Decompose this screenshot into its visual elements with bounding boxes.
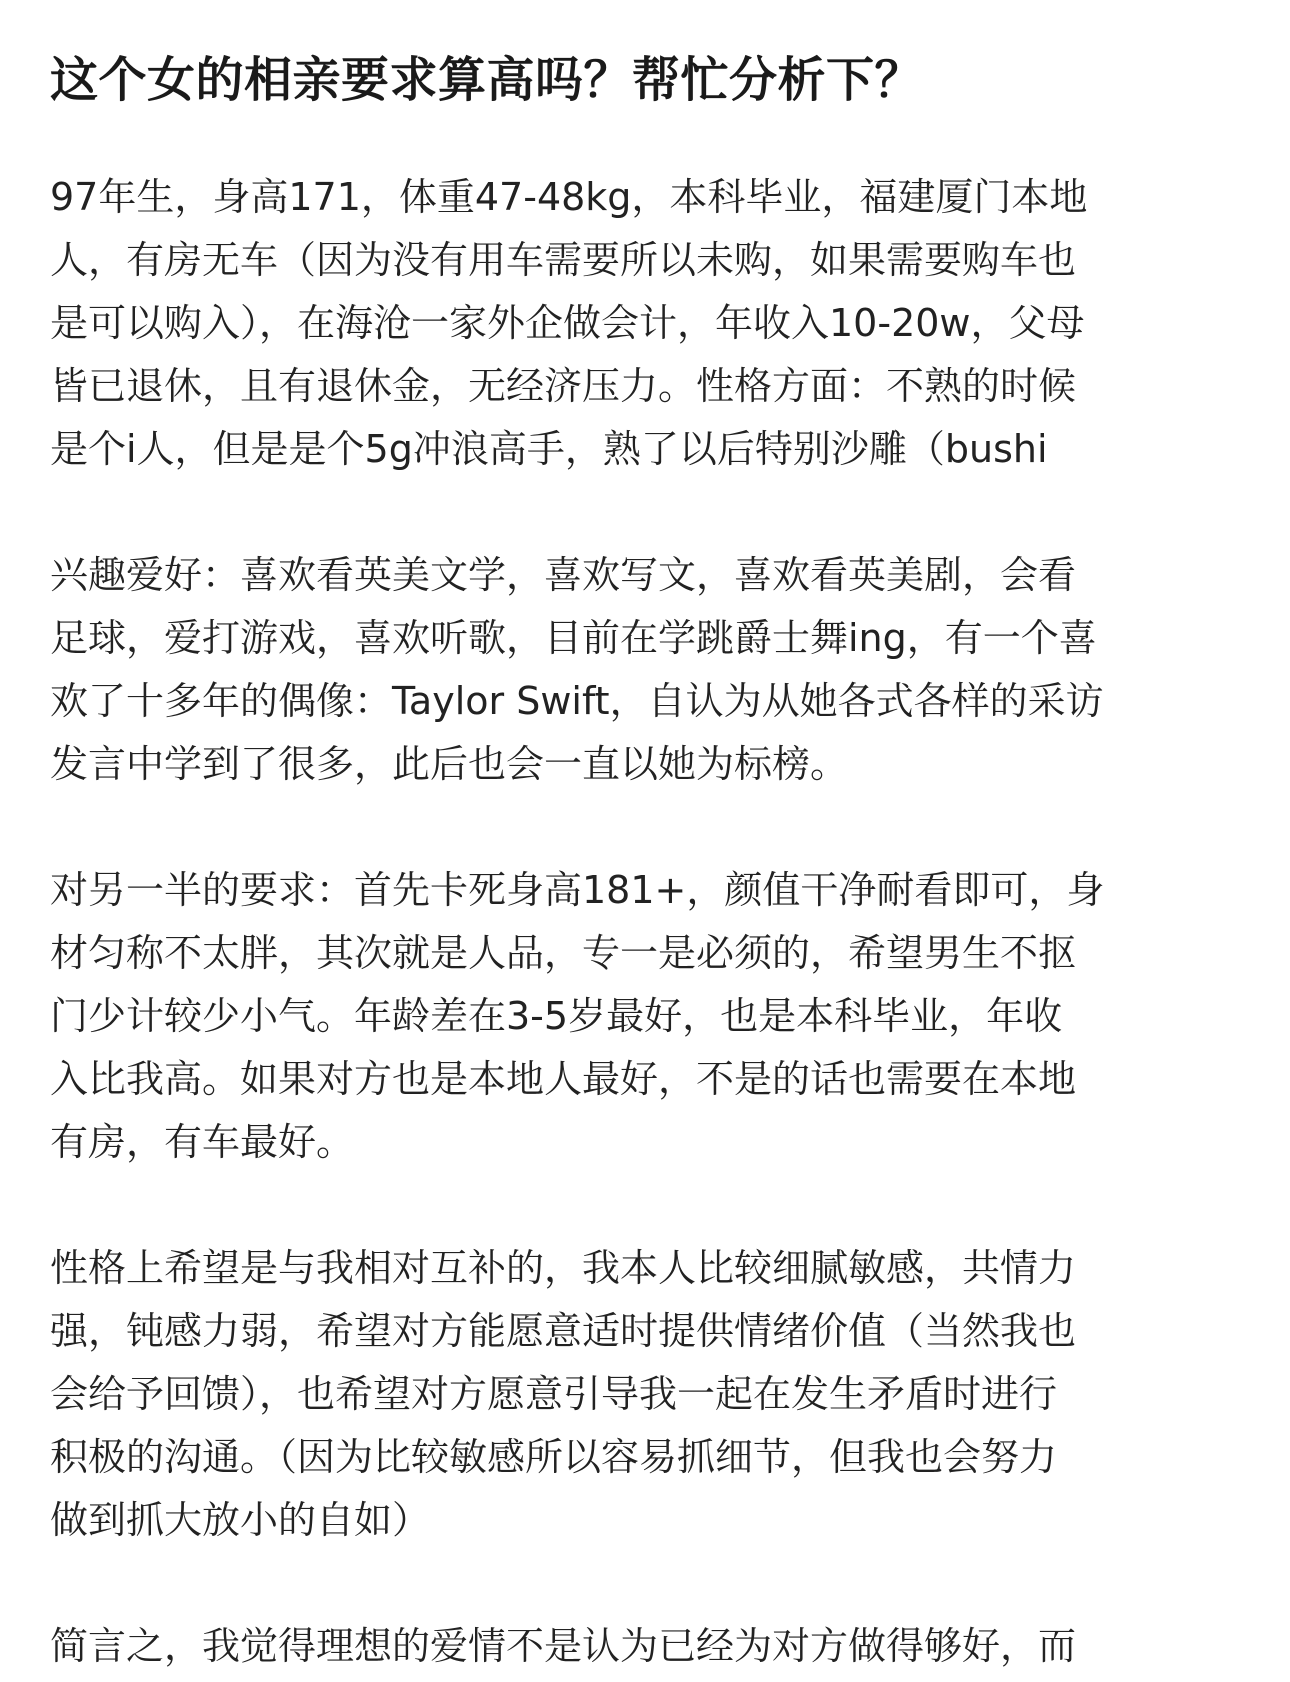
text-line: 有房，有车最好。 xyxy=(50,1120,355,1164)
text-line: 97年生，身高171，体重47-48kg，本科毕业，福建厦门本地 xyxy=(50,175,1088,219)
text-line: 入比我高。如果对方也是本地人最好，不是的话也需要在本地 xyxy=(50,1057,1077,1101)
text-line: 简言之，我觉得理想的爱情不是认为已经为对方做得够好，而 xyxy=(50,1624,1077,1668)
text-line: 材匀称不太胖，其次就是人品，专一是必须的，希望男生不抠 xyxy=(50,931,1077,975)
text-line: 门少计较少小气。年龄差在3-5岁最好，也是本科毕业，年收 xyxy=(50,994,1063,1038)
post-content xyxy=(50,44,1250,1678)
text-line: 足球，爱打游戏，喜欢听歌，目前在学跳爵士舞ing，有一个喜 xyxy=(50,616,1097,660)
paragraph-partner-requirements xyxy=(50,859,1250,1174)
text-line: 会给予回馈），也希望对方愿意引导我一起在发生矛盾时进行 xyxy=(50,1372,1058,1416)
text-line: 性格上希望是与我相对互补的，我本人比较细腻敏感，共情力 xyxy=(50,1246,1077,1290)
text-line: 是可以购入），在海沧一家外企做会计，年收入10-20w，父母 xyxy=(50,301,1085,345)
text-line: 做到抓大放小的自如） xyxy=(50,1498,431,1542)
text-line: 是个i人，但是是个5g冲浪高手，熟了以后特别沙雕（bushi xyxy=(50,427,1048,471)
paragraph-summary xyxy=(50,1615,1250,1678)
text-line: 皆已退休，且有退休金，无经济压力。性格方面：不熟的时候 xyxy=(50,364,1077,408)
paragraph-profile xyxy=(50,166,1250,481)
text-line: 发言中学到了很多，此后也会一直以她为标榜。 xyxy=(50,742,849,786)
paragraph-personality xyxy=(50,1237,1250,1552)
text-line: 人，有房无车（因为没有用车需要所以未购，如果需要购车也 xyxy=(50,238,1077,282)
post-title: 这个女的相亲要求算高吗？帮忙分析下？ xyxy=(50,52,924,108)
paragraph-hobbies xyxy=(50,544,1250,796)
text-line: 对另一半的要求：首先卡死身高181+，颜值干净耐看即可，身 xyxy=(50,868,1105,912)
text-line: 强，钝感力弱，希望对方能愿意适时提供情绪价值（当然我也 xyxy=(50,1309,1077,1353)
text-line: 兴趣爱好：喜欢看英美文学，喜欢写文，喜欢看英美剧，会看 xyxy=(50,553,1077,597)
text-line: 欢了十多年的偶像：Taylor Swift，自认为从她各式各样的采访 xyxy=(50,679,1104,723)
text-line: 积极的沟通。（因为比较敏感所以容易抓细节，但我也会努力 xyxy=(50,1435,1058,1479)
